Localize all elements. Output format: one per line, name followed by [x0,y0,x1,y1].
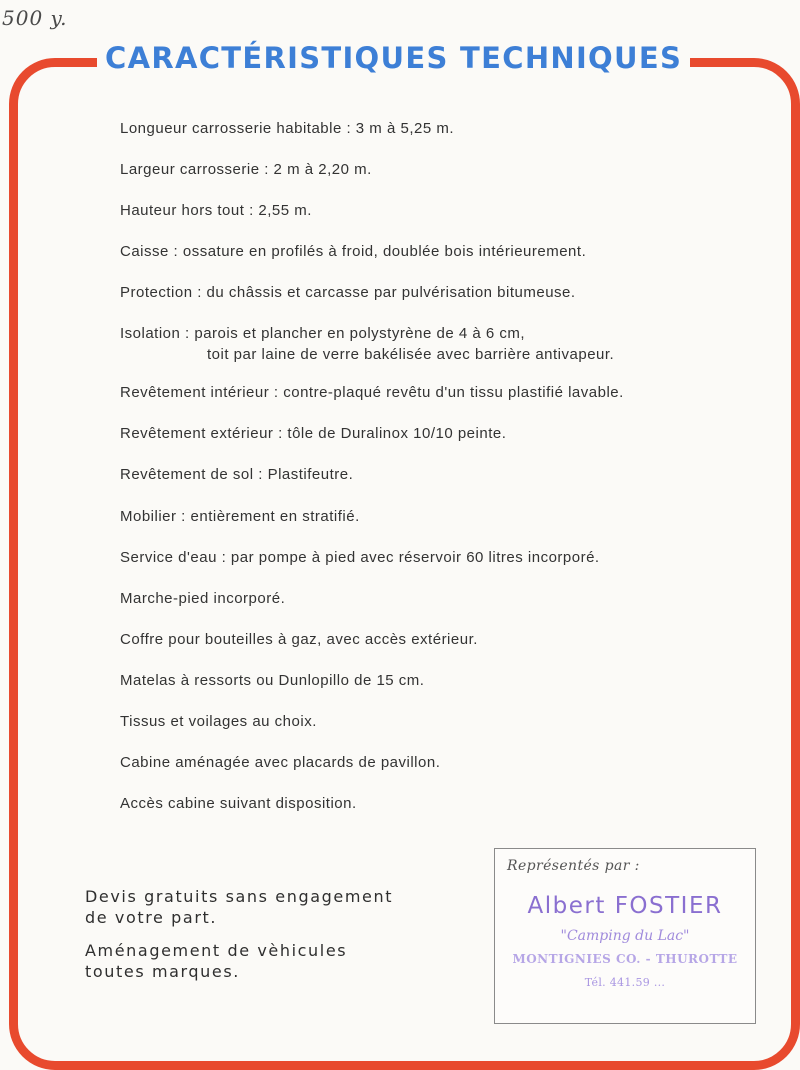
spec-item [120,323,614,365]
spec-text: Revêtement de sol : Plastifeutre. [120,466,354,483]
spec-item [120,464,353,485]
spec-text: Protection : du châssis et carcasse par pulvérisation bitumeuse. [120,284,576,301]
page-title: CARACTÉRISTIQUES TECHNIQUES [97,36,690,80]
spec-item [120,670,424,691]
spec-text: Revêtement extérieur : tôle de Duralinox 10/10 peinte. [120,425,507,442]
spec-item [120,241,586,262]
spec-text: Accès cabine suivant disposition. [120,795,357,812]
representative-box [494,848,756,1024]
spec-text: Largeur carrosserie : 2 m à 2,20 m. [120,161,372,178]
spec-text: Cabine aménagée avec placards de pavillon. [120,754,441,771]
spec-item [120,282,576,303]
spec-text: Coffre pour bouteilles à gaz, avec accès extérieur. [120,631,478,648]
spec-text: Caisse : ossature en profilés à froid, doublée bois intérieurement. [120,243,587,260]
spec-text: Tissus et voilages au choix. [120,713,317,730]
spec-item [120,118,454,139]
spec-item [120,711,317,732]
spec-item [120,588,285,609]
spec-text: Longueur carrosserie habitable : 3 m à 5,25 m. [120,120,455,137]
dealer-stamp-address: MONTIGNIES CO. - THUROTTE [512,952,738,966]
spec-item [120,200,312,221]
spec-text: Hauteur hors tout : 2,55 m. [120,202,312,219]
spec-item [120,159,372,180]
spec-item [120,629,478,650]
spec-text: Service d'eau : par pompe à pied avec réservoir 60 litres incorporé. [120,549,600,566]
spec-item [120,423,506,444]
spec-item [120,752,440,773]
handwritten-note: 500 y. [2,6,68,30]
free-quote-line-2: de votre part. [85,908,218,927]
spec-item [120,382,624,403]
spec-item [120,547,600,568]
dealer-stamp-business: "Camping du Lac" [560,928,690,944]
vehicle-conversion-text [85,940,347,982]
vehicle-conversion-line-2: toutes marques. [85,962,240,981]
vehicle-conversion-line-1: Aménagement de vèhicules [85,941,348,960]
representative-label: Représentés par : [507,858,640,874]
spec-text: Mobilier : entièrement en stratifié. [120,508,360,525]
free-quote-line-1: Devis gratuits sans engagement [85,887,394,906]
spec-text: Revêtement intérieur : contre-plaqué revêtu d'un tissu plastifié lavable. [120,384,624,401]
spec-text: Marche-pied incorporé. [120,590,286,607]
free-quote-text [85,886,393,928]
dealer-stamp-name: Albert FOSTIER [527,893,723,919]
spec-text: Isolation : parois et plancher en polystyrène de 4 à 6 cm, [120,325,526,342]
spec-item [120,506,360,527]
spec-item [120,793,357,814]
spec-text-continuation: toit par laine de verre bakélisée avec barrière antivapeur. [207,346,615,363]
spec-text: Matelas à ressorts ou Dunlopillo de 15 cm. [120,672,425,689]
dealer-stamp-phone: Tél. 441.59 ... [584,976,666,989]
